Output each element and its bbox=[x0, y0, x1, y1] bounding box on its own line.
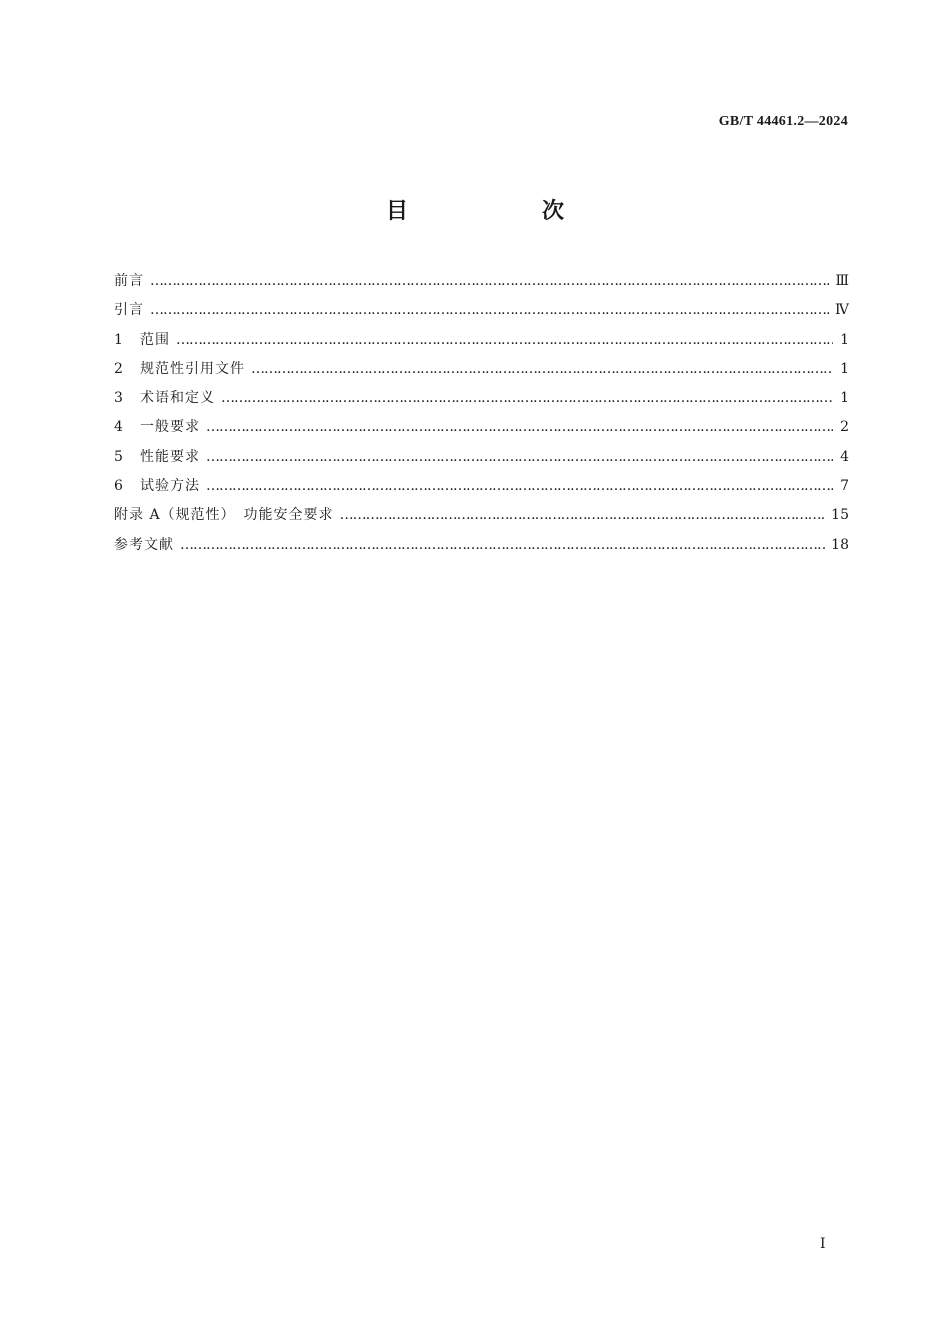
toc-entry-label: 规范性引用文件 bbox=[140, 360, 245, 377]
standard-code: GB/T 44461.2—2024 bbox=[718, 114, 848, 129]
toc-leader-dots bbox=[251, 361, 833, 377]
toc-entry-page: 7 bbox=[840, 478, 849, 495]
toc-entry-general-requirements[interactable] bbox=[114, 416, 849, 445]
toc-entry-label: 一般要求 bbox=[140, 419, 200, 436]
toc-entry-foreword[interactable] bbox=[114, 270, 849, 299]
toc-entry-bibliography[interactable] bbox=[114, 534, 849, 563]
toc-entry-label: 参考文献 bbox=[114, 536, 174, 553]
toc-entry-page: 1 bbox=[840, 360, 849, 377]
toc-leader-dots bbox=[206, 449, 833, 465]
toc-entry-test-methods[interactable] bbox=[114, 475, 849, 504]
toc-entry-page: 1 bbox=[840, 390, 849, 407]
toc-entry-label: 附录 A（规范性） 功能安全要求 bbox=[114, 507, 334, 524]
toc-leader-dots bbox=[180, 537, 825, 553]
toc-leader-dots bbox=[206, 478, 833, 494]
toc-entry-number: 1 bbox=[114, 331, 123, 348]
toc-leader-dots bbox=[176, 332, 833, 348]
toc-entry-label: 试验方法 bbox=[140, 478, 200, 495]
toc-entry-page: Ⅳ bbox=[835, 302, 849, 319]
toc-entry-label: 术语和定义 bbox=[140, 390, 215, 407]
toc-entry-label: 前言 bbox=[114, 273, 144, 289]
toc-entry-label: 范围 bbox=[140, 331, 170, 348]
toc-entry-page: 1 bbox=[840, 331, 849, 348]
toc-leader-dots bbox=[150, 273, 829, 289]
toc-entry-label: 性能要求 bbox=[140, 448, 200, 465]
toc-leader-dots bbox=[150, 302, 829, 318]
toc-entry-scope[interactable] bbox=[114, 329, 849, 358]
toc-entry-number: 5 bbox=[114, 448, 123, 465]
table-of-contents bbox=[114, 270, 849, 563]
page-title: 目 次 bbox=[385, 199, 620, 224]
toc-leader-dots bbox=[206, 419, 833, 435]
toc-entry-page: 18 bbox=[831, 536, 849, 553]
toc-entry-label: 引言 bbox=[114, 302, 144, 319]
toc-entry-number: 6 bbox=[114, 478, 123, 495]
toc-entry-terms-definitions[interactable] bbox=[114, 387, 849, 416]
page-number: Ⅰ bbox=[820, 1236, 826, 1252]
toc-leader-dots bbox=[221, 390, 833, 406]
toc-entry-page: 4 bbox=[840, 448, 849, 465]
toc-entry-normative-references[interactable] bbox=[114, 358, 849, 387]
toc-entry-annex-a[interactable] bbox=[114, 504, 849, 533]
toc-entry-page: 15 bbox=[831, 507, 849, 524]
toc-entry-number: 2 bbox=[114, 360, 123, 377]
toc-leader-dots bbox=[340, 507, 826, 523]
toc-entry-number: 4 bbox=[114, 419, 123, 436]
toc-entry-performance-requirements[interactable] bbox=[114, 446, 849, 475]
toc-entry-number: 3 bbox=[114, 390, 123, 407]
toc-entry-page: Ⅲ bbox=[835, 273, 849, 289]
toc-entry-page: 2 bbox=[840, 419, 849, 436]
toc-entry-introduction[interactable] bbox=[114, 299, 849, 328]
